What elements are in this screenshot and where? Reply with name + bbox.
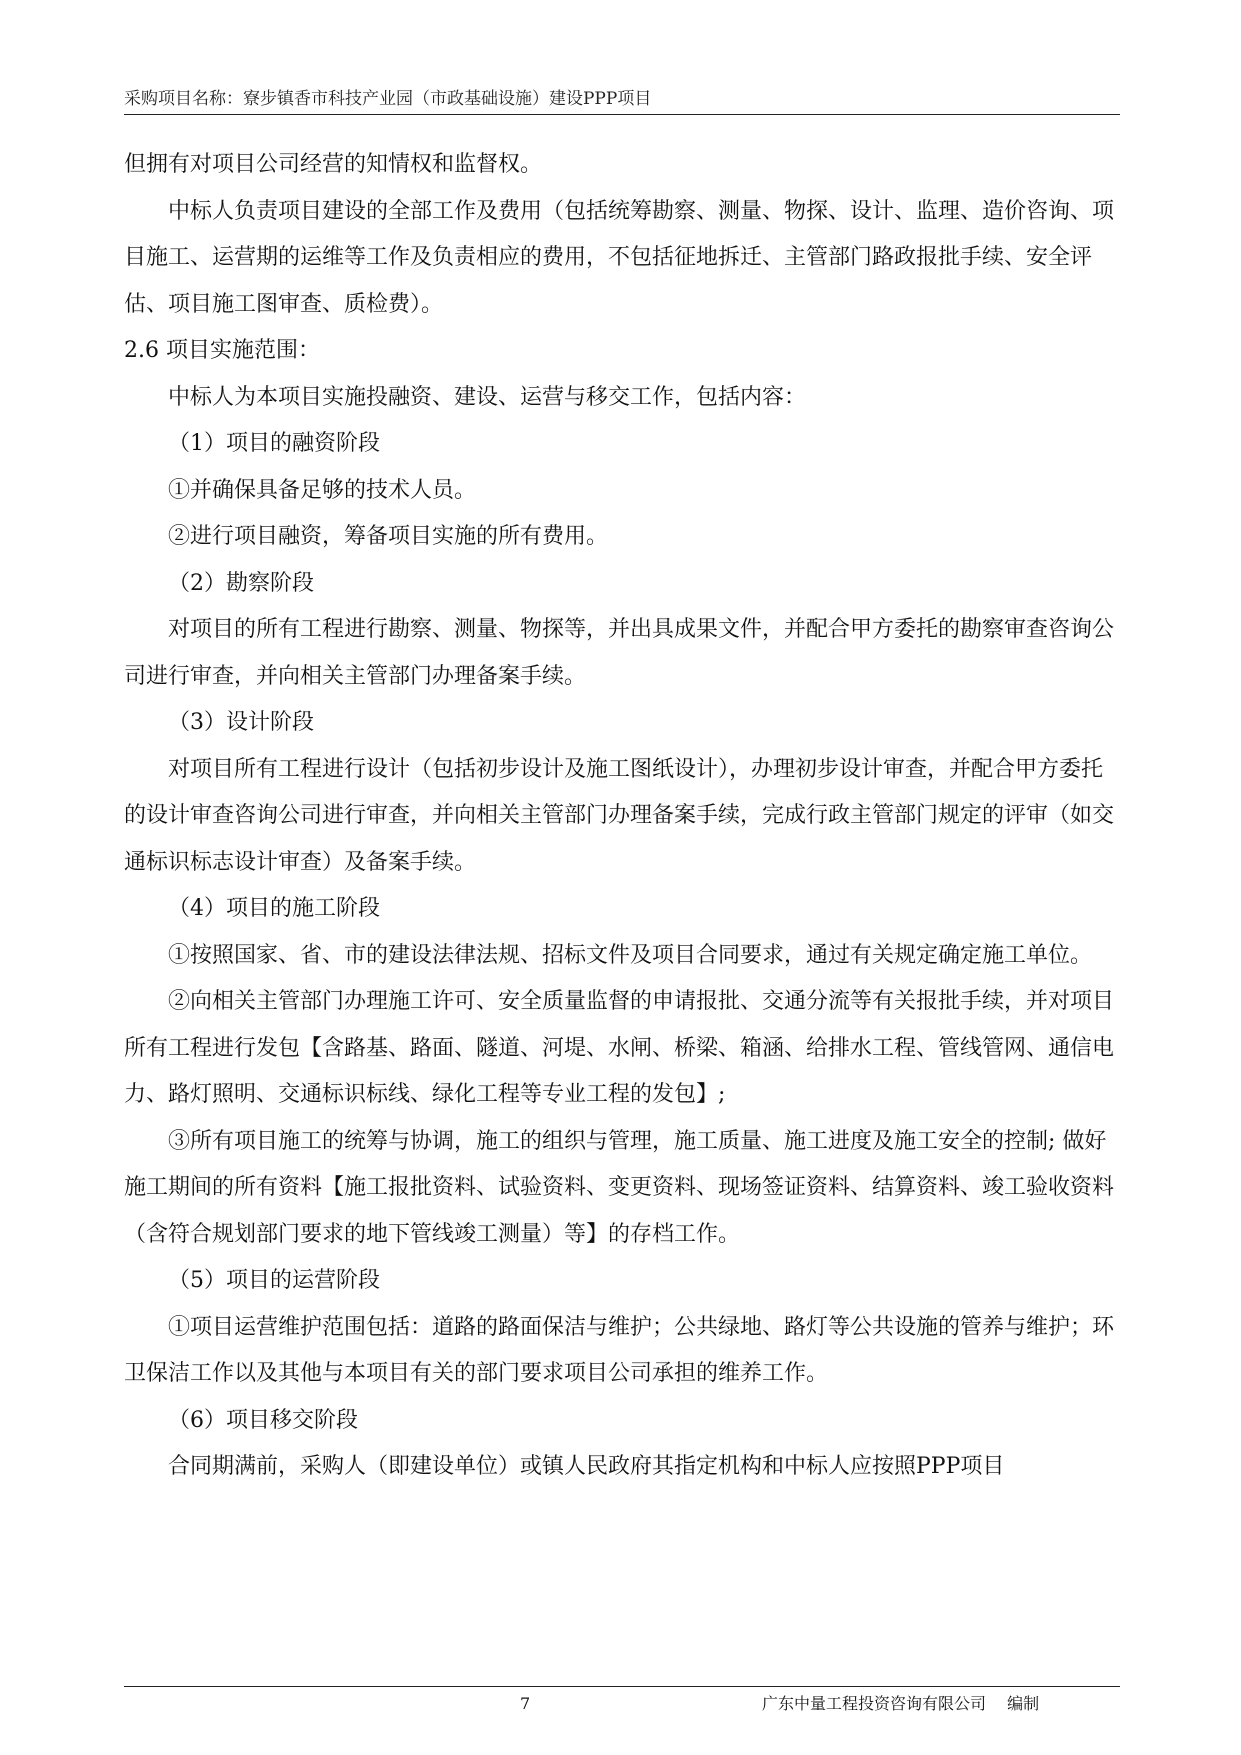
document-body [124,142,1120,1491]
paragraph-13: ①按照国家、省、市的建设法律法规、招标文件及项目合同要求，通过有关规定确定施工单位。 [168,942,1093,968]
paragraph-1: 但拥有对项目公司经营的知情权和监督权。 [124,152,543,177]
paragraph-19: 合同期满前，采购人（即建设单位）或镇人民政府其指定机构和中标人应按照PPP项目 [168,1454,1005,1479]
section-heading-2-6: 2.6 项目实施范围： [124,338,320,363]
subheading-operation: （5）项目的运营阶段 [168,1268,380,1293]
subheading-survey: （2）勘察阶段 [168,570,314,596]
paragraph-9: 对项目的所有工程进行勘察、测量、物探等，并出具成果文件，并配合甲方委托的勘察审查咨询公司进行审查，并向相关主管部门办理备案手续。 [124,617,1115,689]
page-number: 7 [520,1694,531,1713]
paragraph-11: 对项目所有工程进行设计（包括初步设计及施工图纸设计），办理初步设计审查，并配合甲方委托的设计审查咨询公司进行审查，并向相关主管部门办理备案手续，完成行政主管部门规定的评审（如交通标识标志设计审查）及备案手续。 [124,756,1115,875]
paragraph-4: 中标人为本项目实施投融资、建设、运营与移交工作，包括内容： [168,384,807,410]
footer-organization: 广东中量工程投资咨询有限公司 编制 [762,1694,1040,1713]
paragraph-6: ①并确保具备足够的技术人员。 [168,477,477,503]
running-header: 采购项目名称：寮步镇香市科技产业园（市政基础设施）建设PPP项目 [124,89,652,109]
paragraph-15: ③所有项目施工的统筹与协调，施工的组织与管理，施工质量、施工进度及施工安全的控制; 做好施工期间的所有资料【施工报批资料、试验资料、变更资料、现场签证资料、结算资料、竣工验收资料（含符合规划部门要求的地下管线竣工测量）等】的存档工作。 [124,1128,1115,1247]
paragraph-14: ②向相关主管部门办理施工许可、安全质量监督的申请报批、交通分流等有关报批手续，并对项目所有工程进行发包【含路基、路面、隧道、河堤、水闸、桥梁、箱涵、给排水工程、管线管网、通信电力、路灯照明、交通标识标线、绿化工程等专业工程的发包】; [124,989,1115,1107]
footer-divider [124,1686,1120,1687]
header-divider [124,114,1120,115]
subheading-design: （3）设计阶段 [168,710,314,735]
paragraph-17: ①项目运营维护范围包括：道路的路面保洁与维护；公共绿地、路灯等公共设施的管养与维护；环卫保洁工作以及其他与本项目有关的部门要求项目公司承担的维养工作。 [124,1314,1115,1386]
paragraph-2: 中标人负责项目建设的全部工作及费用（包括统筹勘察、测量、物探、设计、监理、造价咨询、项目施工、运营期的运维等工作及负责相应的费用，不包括征地拆迁、主管部门路政报批手续、安全评估、项目施工图审查、质检费）。 [124,198,1115,317]
subheading-transfer: （6）项目移交阶段 [168,1407,358,1433]
subheading-construction: （4）项目的施工阶段 [168,896,380,921]
paragraph-7: ②进行项目融资，筹备项目实施的所有费用。 [168,524,609,549]
subheading-financing: （1）项目的融资阶段 [168,431,380,456]
